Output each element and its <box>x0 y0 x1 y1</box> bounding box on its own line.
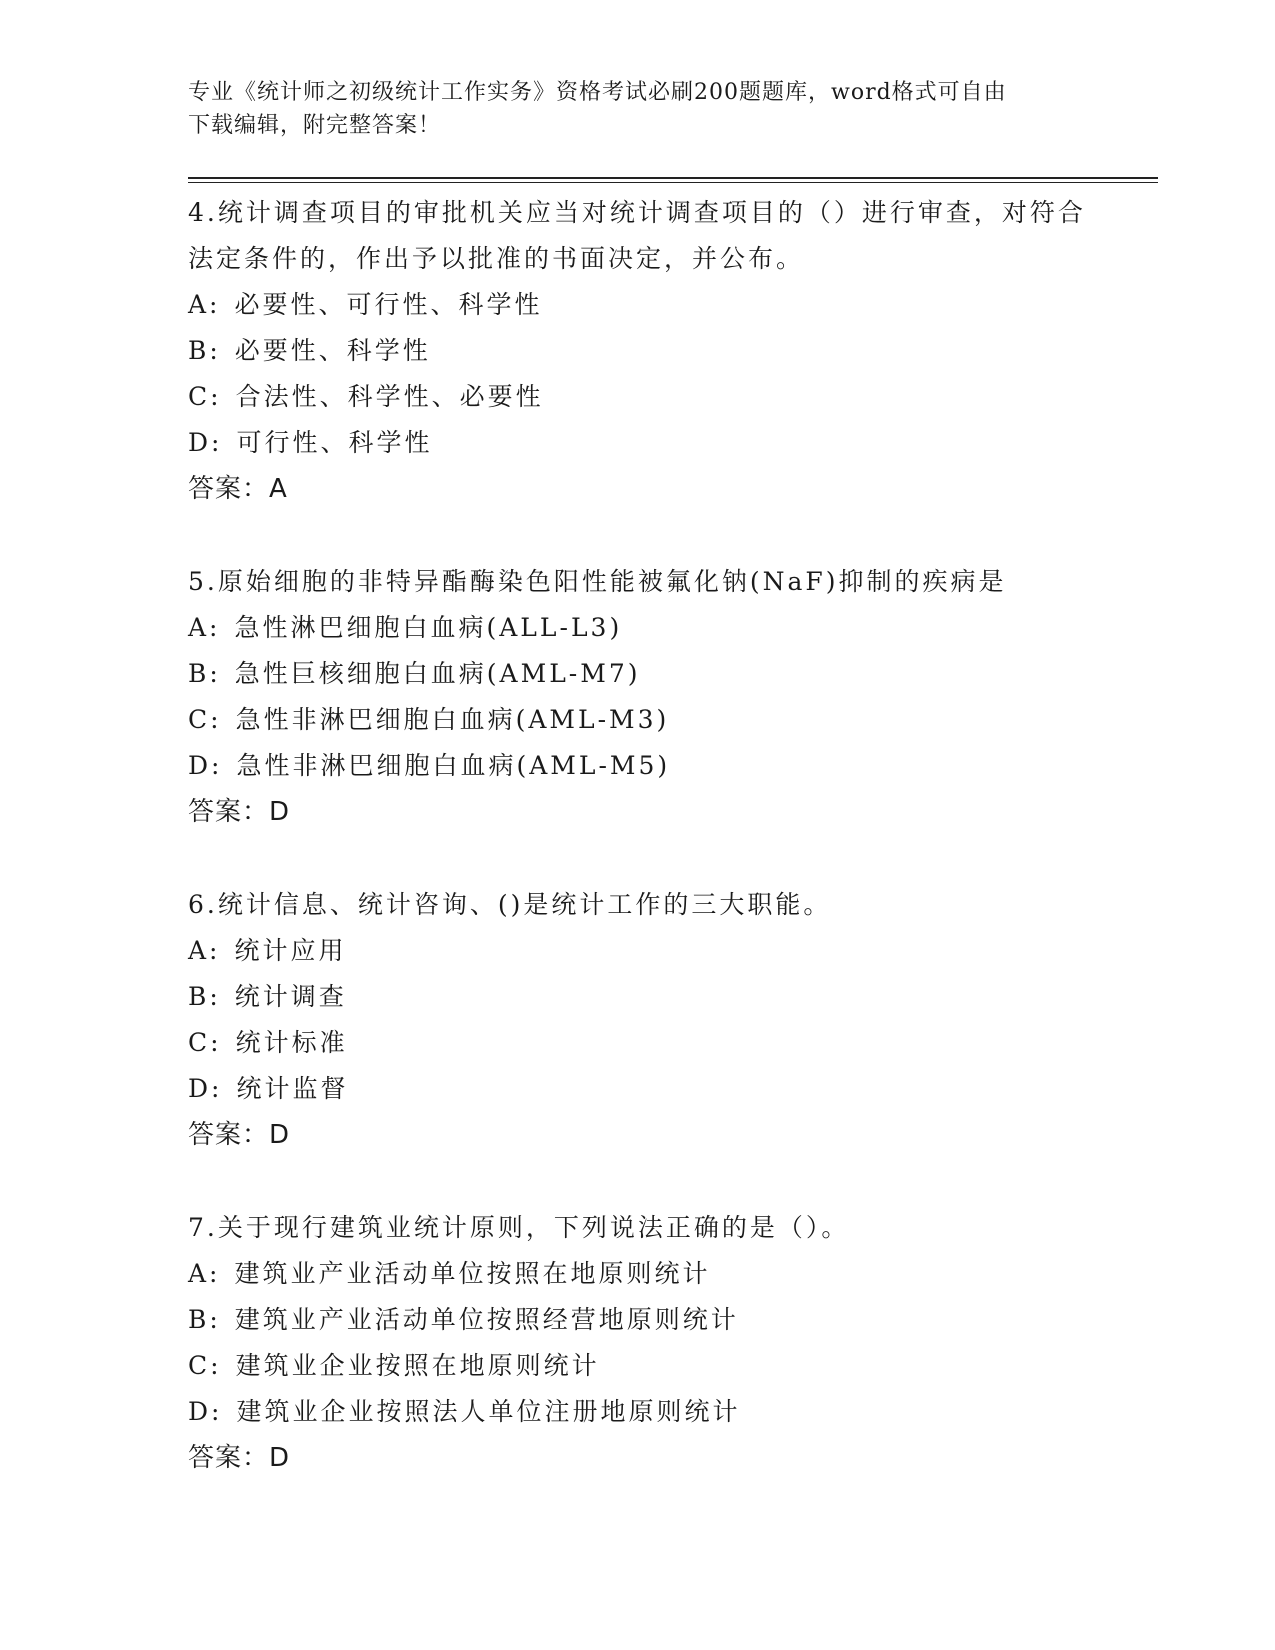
option-letter: D: <box>188 1074 223 1103</box>
question-stem: 7.关于现行建筑业统计原则，下列说法正确的是（）。 <box>188 1213 850 1242</box>
option-a <box>188 282 1088 328</box>
answer-line: 答案：A <box>188 474 288 504</box>
option-letter: B: <box>188 982 221 1011</box>
question-stem: 4.统计调查项目的审批机关应当对统计调查项目的（）进行审查，对符合法定条件的，作出予以批准的书面决定，并公布。 <box>188 198 1086 273</box>
option-letter: A: <box>188 1259 221 1288</box>
option-d <box>188 743 1088 789</box>
question-5 <box>188 559 1088 835</box>
option-text: 急性淋巴细胞白血病(ALL-L3) <box>234 613 623 642</box>
option-text: 建筑业产业活动单位按照经营地原则统计 <box>234 1305 739 1334</box>
header-divider-thin <box>188 182 1158 183</box>
answer-line: 答案：D <box>188 797 291 827</box>
option-text: 合法性、科学性、必要性 <box>235 382 544 411</box>
option-c <box>188 374 1088 420</box>
header-divider-thick <box>188 177 1158 179</box>
option-letter: D: <box>188 751 223 780</box>
option-text: 建筑业企业按照法人单位注册地原则统计 <box>236 1397 741 1426</box>
option-text: 急性非淋巴细胞白血病(AML-M3) <box>235 705 670 734</box>
option-text: 建筑业企业按照在地原则统计 <box>235 1351 600 1380</box>
option-text: 统计应用 <box>234 936 347 965</box>
question-6 <box>188 882 1088 1158</box>
option-letter: B: <box>188 659 221 688</box>
option-letter: C: <box>188 1351 222 1380</box>
question-4 <box>188 190 1088 512</box>
option-text: 统计调查 <box>234 982 347 1011</box>
option-c <box>188 1343 1088 1389</box>
question-list <box>188 190 1088 1528</box>
option-text: 建筑业产业活动单位按照在地原则统计 <box>234 1259 711 1288</box>
option-letter: B: <box>188 1305 221 1334</box>
option-text: 可行性、科学性 <box>236 428 433 457</box>
answer-line: 答案：D <box>188 1443 291 1473</box>
option-text: 必要性、科学性 <box>234 336 431 365</box>
option-letter: A: <box>188 613 221 642</box>
option-d <box>188 420 1088 466</box>
option-c <box>188 1020 1088 1066</box>
option-letter: C: <box>188 1028 222 1057</box>
option-b <box>188 651 1088 697</box>
option-letter: D: <box>188 1397 223 1426</box>
header-line-2: 下载编辑，附完整答案！ <box>188 113 442 138</box>
option-b <box>188 328 1088 374</box>
option-text: 必要性、可行性、科学性 <box>234 290 543 319</box>
option-letter: A: <box>188 290 221 319</box>
header-line-1: 专业《统计师之初级统计工作实务》资格考试必刷200题题库，word格式可自由 <box>188 80 1007 105</box>
option-letter: D: <box>188 428 223 457</box>
option-d <box>188 1389 1088 1435</box>
option-letter: C: <box>188 382 222 411</box>
option-text: 统计标准 <box>235 1028 348 1057</box>
question-stem: 6.统计信息、统计咨询、()是统计工作的三大职能。 <box>188 890 832 919</box>
option-letter: B: <box>188 336 221 365</box>
option-b <box>188 974 1088 1020</box>
option-a <box>188 1251 1088 1297</box>
option-c <box>188 697 1088 743</box>
option-b <box>188 1297 1088 1343</box>
option-text: 统计监督 <box>236 1074 349 1103</box>
option-letter: A: <box>188 936 221 965</box>
option-letter: C: <box>188 705 222 734</box>
document-header <box>188 76 1078 142</box>
option-a <box>188 928 1088 974</box>
option-text: 急性巨核细胞白血病(AML-M7) <box>234 659 641 688</box>
option-d <box>188 1066 1088 1112</box>
question-7 <box>188 1205 1088 1481</box>
answer-line: 答案：D <box>188 1120 291 1150</box>
option-text: 急性非淋巴细胞白血病(AML-M5) <box>236 751 671 780</box>
question-stem: 5.原始细胞的非特异酯酶染色阳性能被氟化钠(NaF)抑制的疾病是 <box>188 567 1007 596</box>
option-a <box>188 605 1088 651</box>
